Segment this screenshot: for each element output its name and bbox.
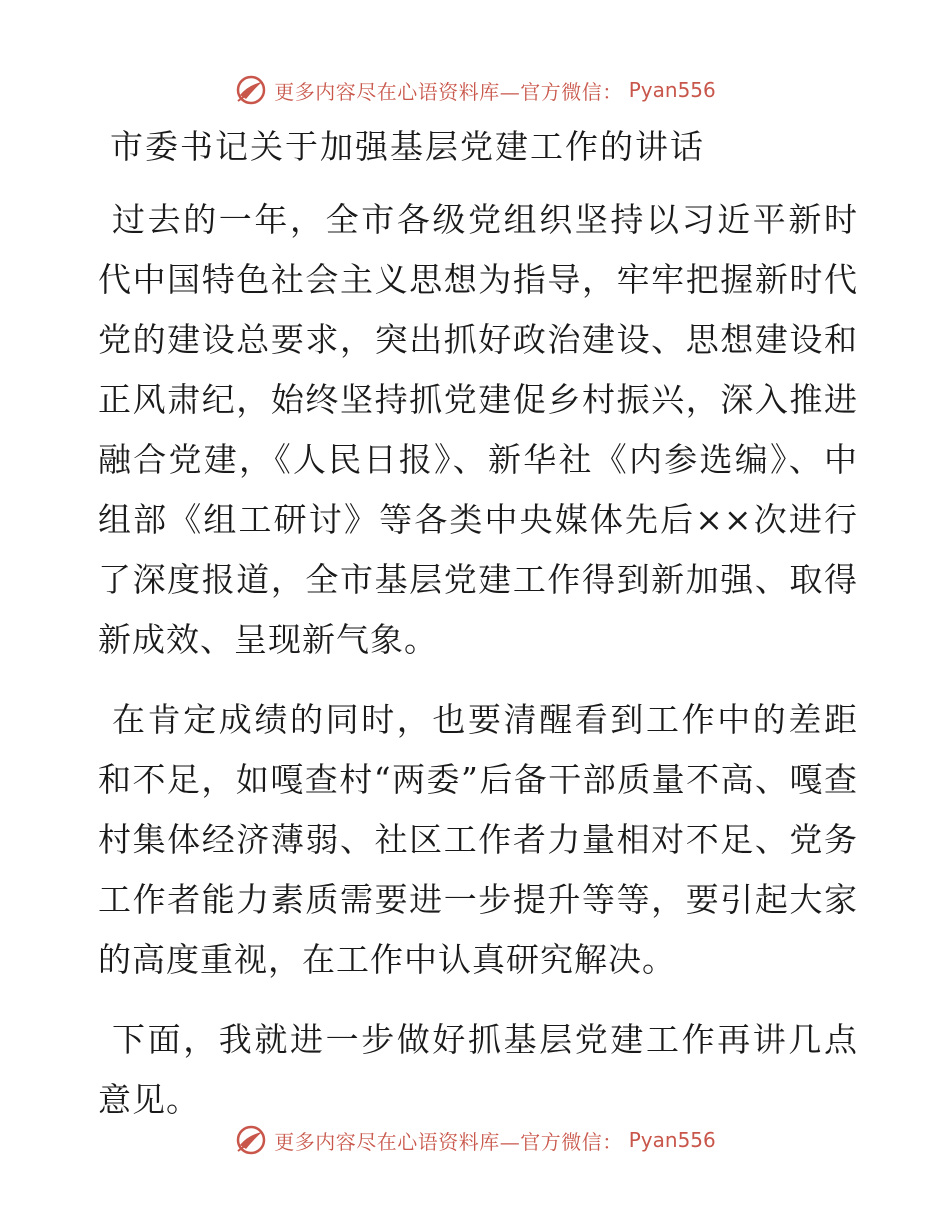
pen-logo-icon: [234, 1123, 268, 1157]
document-title: 市委书记关于加强基层党建工作的讲话: [110, 127, 705, 166]
wechat-id: Pyan556: [628, 1128, 716, 1152]
pen-logo-icon: [234, 73, 268, 107]
header-watermark: [0, 70, 950, 110]
wechat-id: Pyan556: [628, 78, 716, 102]
paragraph-3: 下面，我就进一步做好抓基层党建工作再讲几点意见。: [98, 1020, 858, 1119]
watermark-text: 更多内容尽在心语资料库—官方微信：: [274, 1129, 623, 1154]
paragraph-1: 过去的一年，全市各级党组织坚持以习近平新时代中国特色社会主义思想为指导，牢牢把握新时代党的建设总要求，突出抓好政治建设、思想建设和正风肃纪，始终坚持抓党建促乡村振兴，深入推进融合党建，《人民日报》、新华社《内参选编》、中组部《组工研讨》等各类中央媒体先后××次进行了深度报道，全市基层党建工作得到新加强、取得新成效、呈现新气象。: [98, 200, 858, 659]
paragraph-2: 在肯定成绩的同时，也要清醒看到工作中的差距和不足，如嘎查村“两委”后备干部质量不高、嘎查村集体经济薄弱、社区工作者力量相对不足、党务工作者能力素质需要进一步提升等等，要引起大家的高度重视，在工作中认真研究解决。: [98, 700, 858, 979]
footer-watermark: [0, 1120, 950, 1160]
document-body: [98, 122, 858, 1150]
watermark-text: 更多内容尽在心语资料库—官方微信：: [274, 79, 623, 104]
